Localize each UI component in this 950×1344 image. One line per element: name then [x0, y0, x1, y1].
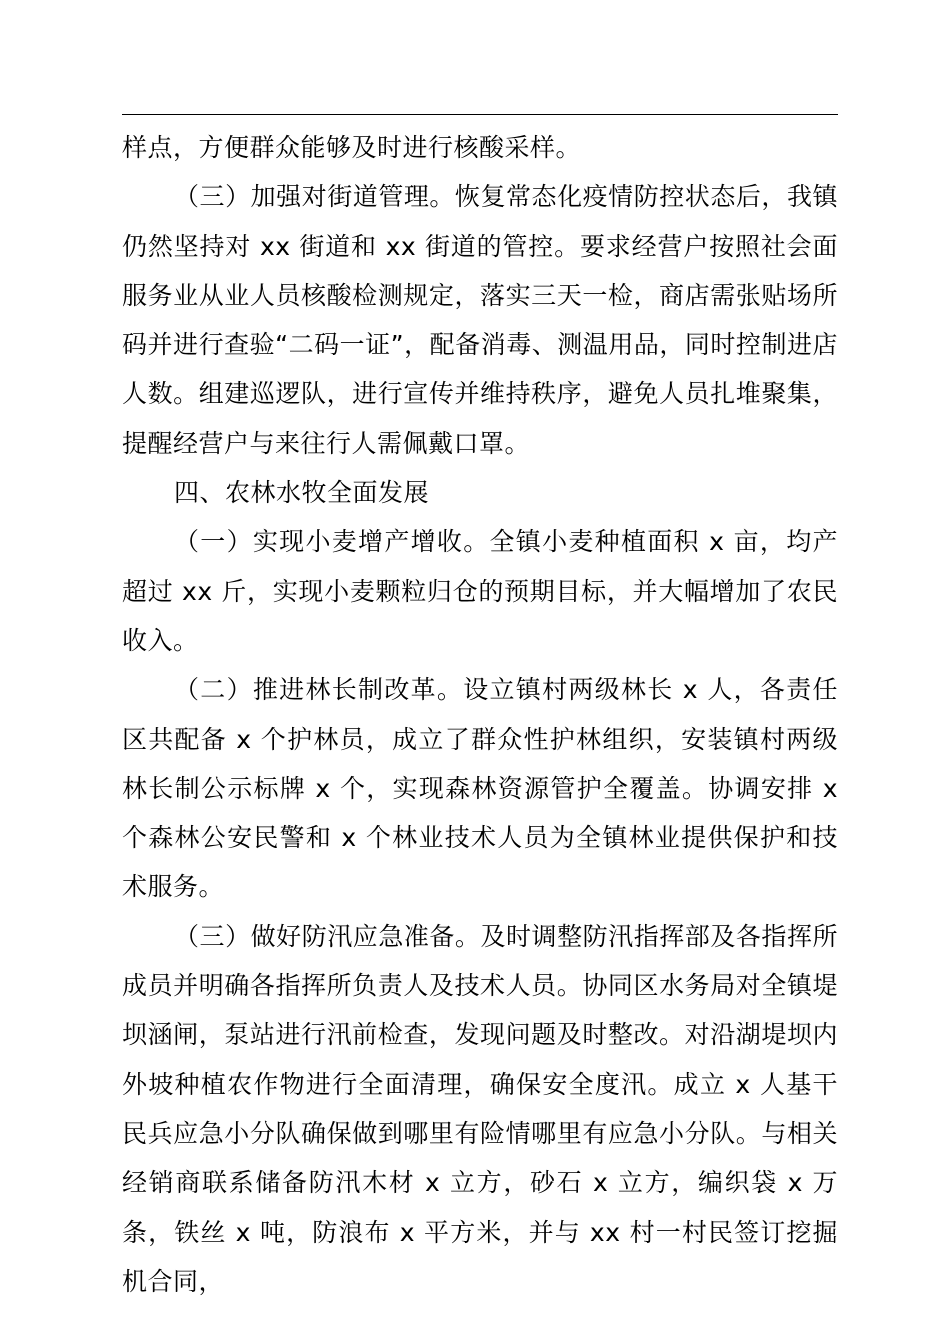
document-body: [122, 123, 838, 1306]
section-heading: 四、农林水牧全面发展: [174, 478, 430, 508]
paragraph-flood-prevention: （三）做好防汛应急准备。及时调整防汛指挥部及各指挥所成员并明确各指挥所负责人及技术人员。协同区水务局对全镇堤坝涵闸，泵站进行汛前检查，发现问题及时整改。对沿湖堤坝内外坡种植农作物进行全面清理，确保安全度汛。成立 x 人基干民兵应急小分队确保做到哪里有险情哪里有应急小分队。与相关经销商联系储备防汛木材 x 立方，砂石 x 立方，编织袋 x 万条，铁丝 x 吨，防浪布 x 平方米，并与 xx 村一村民签订挖掘机合同，: [122, 921, 838, 1296]
paragraph-forest-chief-reform: （二）推进林长制改革。设立镇村两级林长 x 人，各责任区共配备 x 个护林员，成立了群众性护林组织，安装镇村两级林长制公示标牌 x 个，实现森林资源管护全覆盖。协调安排 x 个森林公安民警和 x 个林业技术人员为全镇林业提供保护和技术服务。: [122, 675, 838, 902]
header-rule: [122, 114, 838, 115]
paragraph-street-management: （三）加强对街道管理。恢复常态化疫情防控状态后，我镇仍然坚持对 xx 街道和 xx 街道的管控。要求经营户按照社会面服务业从业人员核酸检测规定，落实三天一检，商店需张贴场所码并进行查验“二码一证”，配备消毒、测温用品，同时控制进店人数。组建巡逻队，进行宣传并维持秩序，避免人员扎堆聚集，提醒经营户与来往行人需佩戴口罩。: [122, 182, 838, 458]
paragraph-wheat-harvest: （一）实现小麦增产增收。全镇小麦种植面积 x 亩，均产超过 xx 斤，实现小麦颗粒归仓的预期目标，并大幅增加了农民收入。: [122, 527, 838, 655]
paragraph-continuation: 样点，方便群众能够及时进行核酸采样。: [122, 133, 582, 162]
